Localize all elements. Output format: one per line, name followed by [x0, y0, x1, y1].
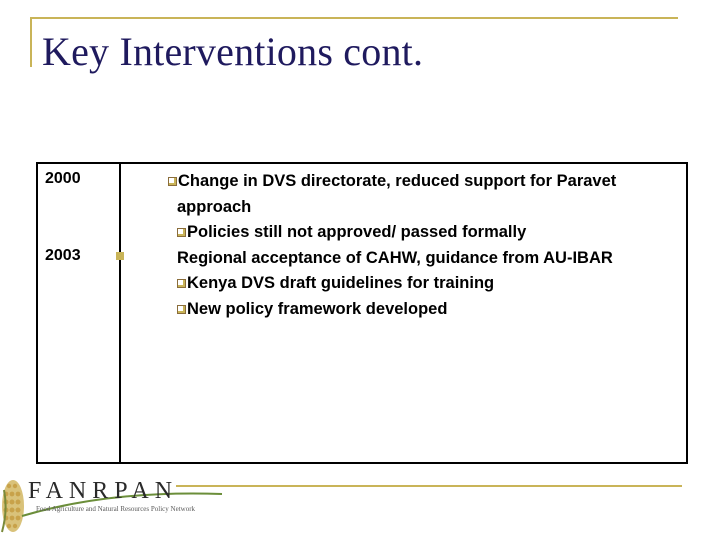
list-item: [168, 246, 678, 272]
logo-tagline: Food Agriculture and Natural Resources Policy Network: [36, 505, 196, 513]
list-item: [168, 297, 678, 323]
line-text: New policy framework developed: [187, 299, 448, 318]
title-frame-left-rule: [30, 17, 32, 67]
line-text: Policies still not approved/ passed formally: [187, 223, 527, 242]
footer-rule: [176, 485, 682, 487]
list-item: [168, 220, 678, 246]
list-item: [168, 169, 678, 195]
year-2003: 2003: [45, 247, 81, 264]
checkbox-bullet-icon: [177, 305, 186, 314]
line-text: Change in DVS directorate, reduced support for Paravet: [178, 172, 617, 190]
checkbox-bullet-icon: [168, 177, 177, 186]
title-frame-top-rule: [30, 17, 678, 19]
square-bullet-icon: [116, 252, 124, 260]
line-text: approach: [177, 197, 252, 216]
line-text: Kenya DVS draft guidelines for training: [187, 274, 495, 293]
column-divider: [119, 164, 121, 462]
checkbox-bullet-icon: [177, 279, 186, 288]
list-item-continuation: [168, 195, 678, 221]
interventions-table: [36, 162, 688, 464]
interventions-content: [168, 169, 678, 323]
list-item: [168, 271, 678, 297]
slide-title: Key Interventions cont.: [42, 29, 424, 74]
logo-wordmark: FANRPAN: [28, 478, 179, 504]
year-2000: 2000: [45, 170, 81, 187]
line-text: Regional acceptance of CAHW, guidance from AU-IBAR: [177, 248, 613, 267]
checkbox-bullet-icon: [177, 228, 186, 237]
